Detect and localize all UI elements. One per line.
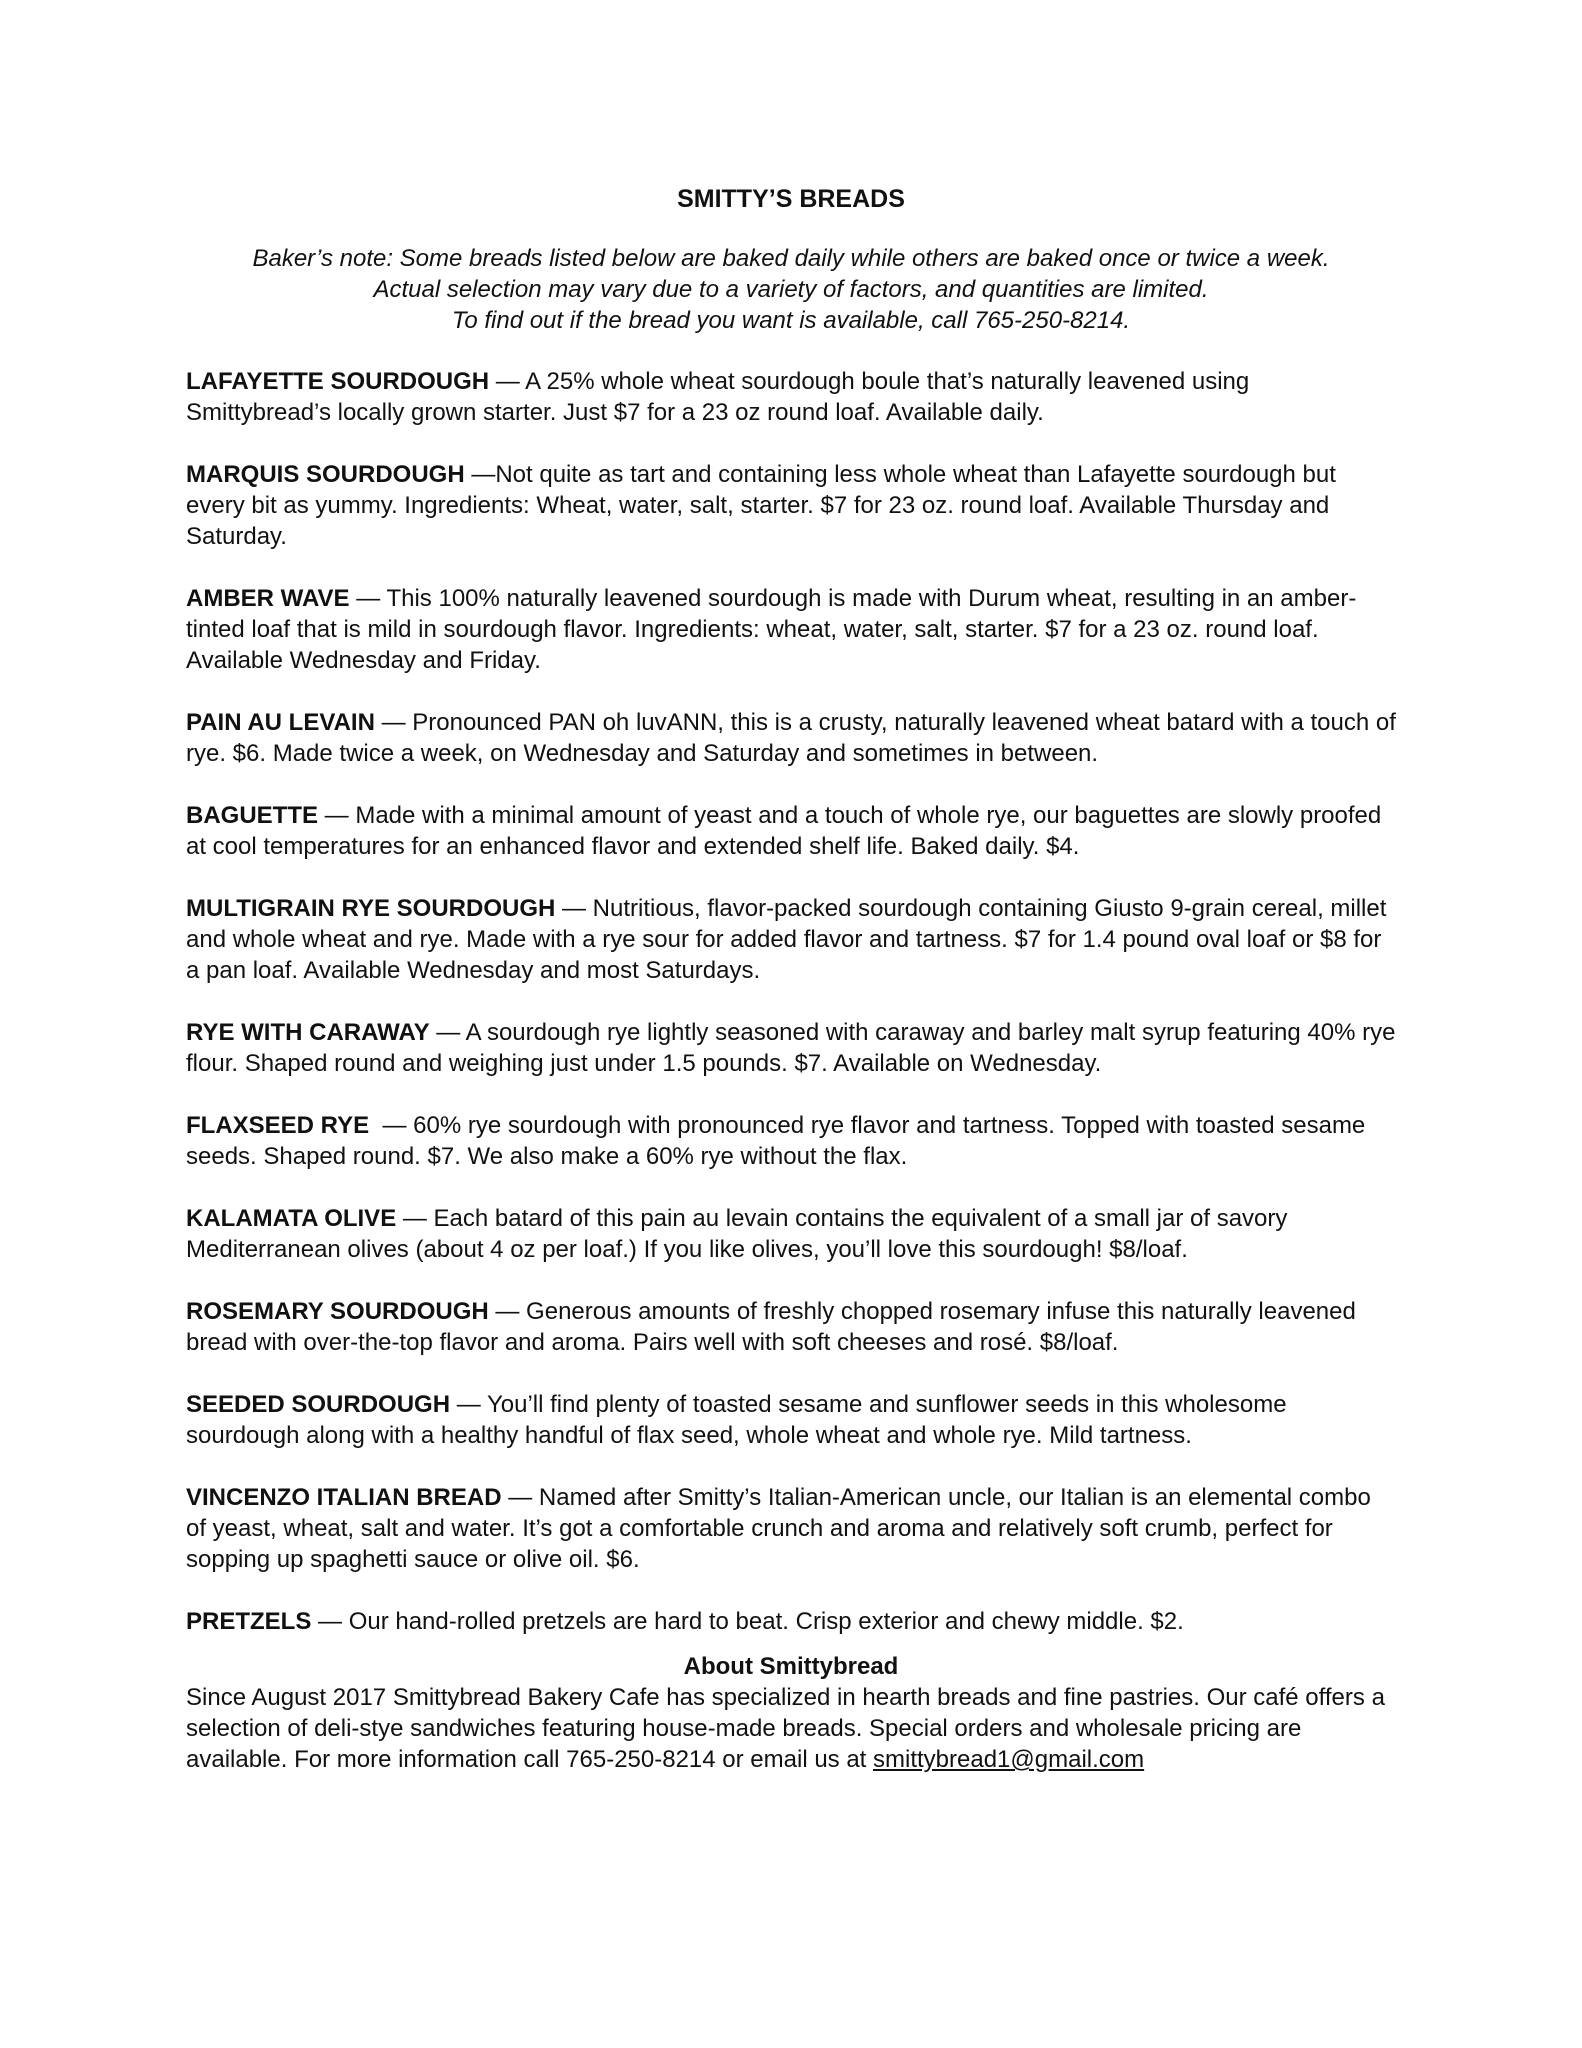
bread-description: Our hand-rolled pretzels are hard to beat. Crisp exterior and chewy middle. $2. xyxy=(348,1608,1184,1635)
page-title: SMITTY’S BREADS xyxy=(677,185,905,213)
bakers-note-line-3: To find out if the bread you want is available, call 765-250-8214. xyxy=(451,307,1131,334)
bakers-note-line-1: Baker’s note: Some breads listed below are baked daily while others are baked once or twice a week. xyxy=(252,245,1330,272)
bread-item-vincenzo-italian-bread xyxy=(186,1482,1396,1575)
bread-description: Pronounced PAN oh luvANN, this is a crusty, naturally leavened wheat batard with a touch of rye. $6. Made twice a week, on Wednesday and Saturday and sometimes in between. xyxy=(186,709,1396,767)
bread-name: FLAXSEED RYE xyxy=(186,1112,370,1139)
about-body: Since August 2017 Smittybread Bakery Cafe has specialized in hearth breads and fine pastries. Our café offers a selection of deli-stye sandwiches featuring house-made breads. Special orders and wholesale pricing are available. For more information call 765-250-8214 or email us at xyxy=(186,1684,1385,1773)
bread-item-lafayette-sourdough xyxy=(186,366,1396,428)
separator: — xyxy=(311,1608,349,1635)
separator: — xyxy=(501,1484,539,1511)
bread-description: Not quite as tart and containing less whole wheat than Lafayette sourdough but every bit as yummy. Ingredients: Wheat, water, salt, starter. $7 for 23 oz. round loaf. Available Thursday and Saturday. xyxy=(186,461,1336,550)
bread-description: Generous amounts of freshly chopped rosemary infuse this naturally leavened bread with over-the-top flavor and aroma. Pairs well with soft cheeses and rosé. $8/loaf. xyxy=(186,1298,1356,1356)
bread-item-seeded-sourdough xyxy=(186,1389,1396,1451)
bread-item-pretzels xyxy=(186,1606,1396,1637)
separator: — xyxy=(396,1205,434,1232)
menu-document xyxy=(186,183,1396,1775)
bread-item-flaxseed-rye xyxy=(186,1110,1396,1172)
separator: — xyxy=(488,1298,527,1325)
separator: — xyxy=(450,1391,487,1418)
bakers-note-line-2: Actual selection may vary due to a variety of factors, and quantities are limited. xyxy=(373,276,1209,303)
bread-description: You’ll find plenty of toasted sesame and sunflower seeds in this wholesome sourdough along with a healthy handful of flax seed, whole wheat and whole rye. Mild tartness. xyxy=(186,1391,1287,1449)
bread-item-pain-au-levain xyxy=(186,707,1396,769)
bread-item-rye-with-caraway xyxy=(186,1017,1396,1079)
separator: — xyxy=(369,1112,414,1139)
bread-description: A 25% whole wheat sourdough boule that’s naturally leavened using Smittybread’s locally grown starter. Just $7 for a 23 oz round loaf. Available daily. xyxy=(186,368,1250,426)
separator: — xyxy=(555,895,593,922)
about-text xyxy=(186,1682,1396,1775)
bread-name: SEEDED SOURDOUGH xyxy=(186,1391,451,1418)
bread-name: MARQUIS SOURDOUGH xyxy=(186,461,465,488)
bread-description: Nutritious, flavor-packed sourdough containing Giusto 9-grain cereal, millet and whole wheat and rye. Made with a rye sour for added flavor and tartness. $7 for 1.4 pound oval loaf or $8 for a pan loaf. Available Wednesday and most Saturdays. xyxy=(186,895,1387,984)
bread-item-multigrain-rye-sourdough xyxy=(186,893,1396,986)
bread-name: AMBER WAVE xyxy=(186,585,350,612)
bread-name: BAGUETTE xyxy=(186,802,318,829)
bread-name: PAIN AU LEVAIN xyxy=(186,709,375,736)
bread-item-marquis-sourdough xyxy=(186,459,1396,552)
bread-description: 60% rye sourdough with pronounced rye flavor and tartness. Topped with toasted sesame seeds. Shaped round. $7. We also make a 60% rye without the flax. xyxy=(186,1112,1366,1170)
bread-name: MULTIGRAIN RYE SOURDOUGH xyxy=(186,895,556,922)
separator: — xyxy=(429,1019,466,1046)
bread-item-baguette xyxy=(186,800,1396,862)
bread-name: RYE WITH CARAWAY xyxy=(186,1019,430,1046)
about-title: About Smittybread xyxy=(683,1653,899,1680)
bread-name: LAFAYETTE SOURDOUGH xyxy=(186,368,490,395)
bread-description: A sourdough rye lightly seasoned with caraway and barley malt syrup featuring 40% rye flour. Shaped round and weighing just under 1.5 pounds. $7. Available on Wednesday. xyxy=(186,1019,1396,1077)
bread-item-rosemary-sourdough xyxy=(186,1296,1396,1358)
bread-description: Named after Smitty’s Italian-American uncle, our Italian is an elemental combo of yeast, wheat, salt and water. It’s got a comfortable crunch and aroma and relatively soft crumb, perfect for sopping up spaghetti sauce or olive oil. $6. xyxy=(186,1484,1371,1573)
bread-description: Each batard of this pain au levain contains the equivalent of a small jar of savory Mediterranean olives (about 4 oz per loaf.) If you like olives, you’ll love this sourdough! $8/loaf. xyxy=(186,1205,1288,1263)
separator: — xyxy=(489,368,526,395)
bread-name: PRETZELS xyxy=(186,1608,312,1635)
separator: — xyxy=(374,709,413,736)
bakers-note xyxy=(186,243,1396,336)
bread-description: Made with a minimal amount of yeast and a touch of whole rye, our baguettes are slowly proofed at cool temperatures for an enhanced flavor and extended shelf life. Baked daily. $4. xyxy=(186,802,1382,860)
bread-name: VINCENZO ITALIAN BREAD xyxy=(186,1484,502,1511)
about-section xyxy=(186,1651,1396,1775)
separator: — xyxy=(349,585,387,612)
email-link[interactable]: smittybread1@gmail.com xyxy=(873,1746,1145,1773)
bread-item-kalamata-olive xyxy=(186,1203,1396,1265)
bread-name: ROSEMARY SOURDOUGH xyxy=(186,1298,489,1325)
bread-list xyxy=(186,366,1396,1637)
bread-description: This 100% naturally leavened sourdough is made with Durum wheat, resulting in an amber-tinted loaf that is mild in sourdough flavor. Ingredients: wheat, water, salt, starter. $7 for a 23 oz. round loaf. Available Wednesday and Friday. xyxy=(186,585,1357,674)
separator: — xyxy=(464,461,496,488)
bread-name: KALAMATA OLIVE xyxy=(186,1205,397,1232)
separator: — xyxy=(318,802,356,829)
bread-item-amber-wave xyxy=(186,583,1396,676)
